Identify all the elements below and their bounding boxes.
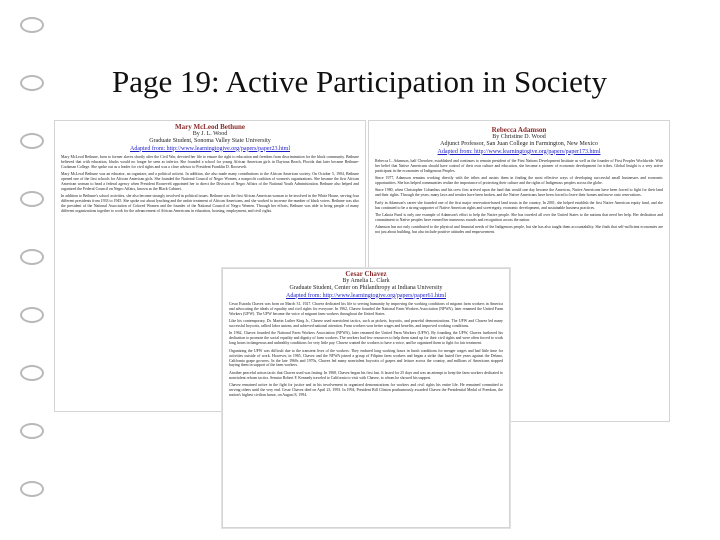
binding-ring: [20, 423, 44, 439]
paragraph: Like his contemporary, Dr. Martin Luther King Jr., Chavez used nonviolent tactics, such as pickets, boycotts, and peaceful demonstrations. The UFW and Chavez led many successful boycotts, rallied labor unions, and achieved national attention. Farm workers won better wages and benefits, and improved working conditions.: [229, 319, 503, 329]
document-affiliation: Adjunct Professor, San Juan College in Farmington, New Mexico: [440, 141, 598, 148]
document-affiliation: Graduate Student, Center on Philanthropy at Indiana University: [289, 285, 443, 292]
paragraph: In addition to Bethune's school activities, she also became strongly involved in political issues. Bethune was the first African American woman to be involved in the White House, serving four different presidents from 1933 to 1945. She spoke out about lynching and the unfair treatment of African Americans, and she worked to increase the number of black voters. Bethune was also the president of the National Association of Colored Women and the founder of the National Council of Negro Women. Through her efforts, Bethune was able to bring people of many different organizations together to work for the advancement of African Americans in education, housing, employment, and civil rights.: [61, 194, 359, 214]
document-chavez: [222, 268, 510, 528]
slide-title: Page 19: Active Participation in Society: [112, 64, 608, 99]
document-name: Mary McLeod Bethune: [175, 123, 245, 131]
binding-ring: [20, 75, 44, 91]
paragraph: Rebecca L. Adamson, half Cherokee, established and continues to remain president of the First Nations Development Institute as well as the founder of First Peoples Worldwide. With her belief that Native Americans should have control of their own culture and education, she became a pioneer of economic development for tribes. Global Insight is a very active participant in the economies of Indigenous Peoples.: [375, 158, 663, 173]
paragraph: Chavez remained active in the fight for justice and in his involvement in organized demonstrations for workers and civil rights his entire life. He remained committed to serving others until the very end. Cesar Chavez died on April 23, 1993. In 1994, President Bill Clinton posthumously awarded Chavez the Presidential Medal of Freedom, the nation's highest civilian honor, on August 8, 1994.: [229, 383, 503, 398]
document-affiliation: Graduate Student, Sonoma Valley State University: [149, 138, 271, 145]
paragraph: Organizing the UFW was difficult due to the transient lives of the workers. They endured long working hours in harsh conditions for meager wages and had little time for activities outside of work. However, in 1965, Chavez and the NFWA joined a group of Filipino farm workers and began a strike that lasted five years against the Delano, California grape growers. In the late 1960s and 1970s, Chavez led many nonviolent boycotts of grapes and lettuce across the country, and millions of Americans stopped buying them in support of the farm workers.: [229, 348, 503, 368]
paragraph: Since 1980, when Christopher Columbus and his crew first arrived upon the land that would one day become the Americas, Native Americans have been forced to fight for their land and their rights. Through the years, many laws and treaties have been broken, and the Native Americans have been forced to leave their homes and move onto reservations.: [375, 188, 663, 198]
paragraph: Since 1977, Adamson remains working directly with the tribes and assists them in finding the most effective ways of developing successful small businesses and economic opportunities. She has helped communities realize the importance of protecting their culture and the rights of Indigenous peoples across the globe.: [375, 176, 663, 186]
binding-ring: [20, 133, 44, 149]
binding-ring: [20, 17, 44, 33]
document-source-link[interactable]: Adapted from: http://www.learningtogive.org/papers/paper23.html: [130, 145, 290, 152]
document-source-link[interactable]: Adapted from: http://www.learningtogive.org/papers/paper61.html: [286, 292, 446, 299]
document-author: By J. L. Wood: [192, 131, 228, 138]
paragraph: In 1962, Chavez founded the National Farm Workers Association (NFWA), later renamed the United Farm Workers (UFW). By founding the UFW, Chavez furthered his dedication to promote the social equality and dignity of farm workers. The workers had few resources to help them stand up for their civil rights and were often forced to work long hours in dangerous and unhealthy conditions for very little pay. Chavez wanted the workers to have a voice, and he organized them to fight for fair treatment.: [229, 331, 503, 346]
document-author: By Amelia L. Clark: [342, 278, 390, 285]
binding-ring: [20, 249, 44, 265]
paragraph: Mary McLeod Bethune was an educator, an organizer, and a political activist. In addition, she also made many contributions to the African American society. On October 5, 1904, Bethune opened one of the first schools for African American girls. She founded the National Council of Negro Women, a nonprofit coalition of women's organizations. She became the first African American woman to head a federal agency when President Roosevelt appointed her to direct the Division of Negro Affairs of the National Youth Administration. Bethune also helped and organized the Federal Council on Negro Affairs, known as the Black Cabinet.: [61, 172, 359, 191]
paragraph: The Lakota Fund is only one example of Adamson's effort to help the Native people. She has traveled all over the United States to the nations that need her help. Her dedication and commitment to Native peoples have earned her numerous awards and recognition across the nation.: [375, 212, 663, 222]
paragraph: Adamson has not only contributed to the physical and financial needs of the Indigenous people, but she has also taught them accountability. She finds that self-sufficient economies are not just about building, but also include positive attitudes and empowerment.: [375, 225, 663, 235]
document-author: By Christine D. Wood: [492, 134, 546, 141]
document-name: Cesar Chavez: [345, 270, 387, 278]
binding-ring: [20, 191, 44, 207]
binding-ring: [20, 307, 44, 323]
binding-ring: [20, 365, 44, 381]
paragraph: Cesar Estrada Chavez was born on March 31, 1927. Chavez dedicated his life to serving humanity by improving the working conditions of migrant farm workers in America and advocating the ideals of equality and civil rights for everyone. In 1962, Chavez founded the National Farm Workers Association (NFWA), later renamed the United Farm Workers (UFW). The UFW became the voice of migrant farm workers throughout the United States.: [229, 301, 503, 316]
paragraph: Another peaceful action tactic that Chavez used was fasting. In 1968, Chavez began his first fast. It lasted for 25 days and was an attempt to keep the farm workers dedicated to nonviolent reform tactics. Senator Robert F. Kennedy traveled to California to visit with Chavez, to whom he showed his support.: [229, 370, 503, 380]
paragraph: Early in Adamson's career she founded one of the first major reservation-based land trusts in the country. In 2001, she helped establish the first Native American equity fund, and she has continued to be a strong supporter of Native American rights and sovereignty, economic development, and sustainable business practices.: [375, 200, 663, 210]
document-source-link[interactable]: Adapted from: http://www.learningtogive.org/papers/paper173.html: [437, 148, 601, 155]
paragraph: Mary McLeod Bethune, born to former slaves shortly after the Civil War, devoted her life to ensure the right to education and freedom from discrimination for the black community. Bethune believed that with education, blacks would no longer be seen as inferior. She founded a school for young African American girls in Daytona Beach, Florida that later became Bethune-Cookman College. She spoke out as a leader for civil rights and was a close advisor to President Franklin D. Roosevelt.: [61, 154, 359, 169]
document-name: Rebecca Adamson: [491, 126, 547, 134]
binding-ring: [20, 481, 44, 497]
